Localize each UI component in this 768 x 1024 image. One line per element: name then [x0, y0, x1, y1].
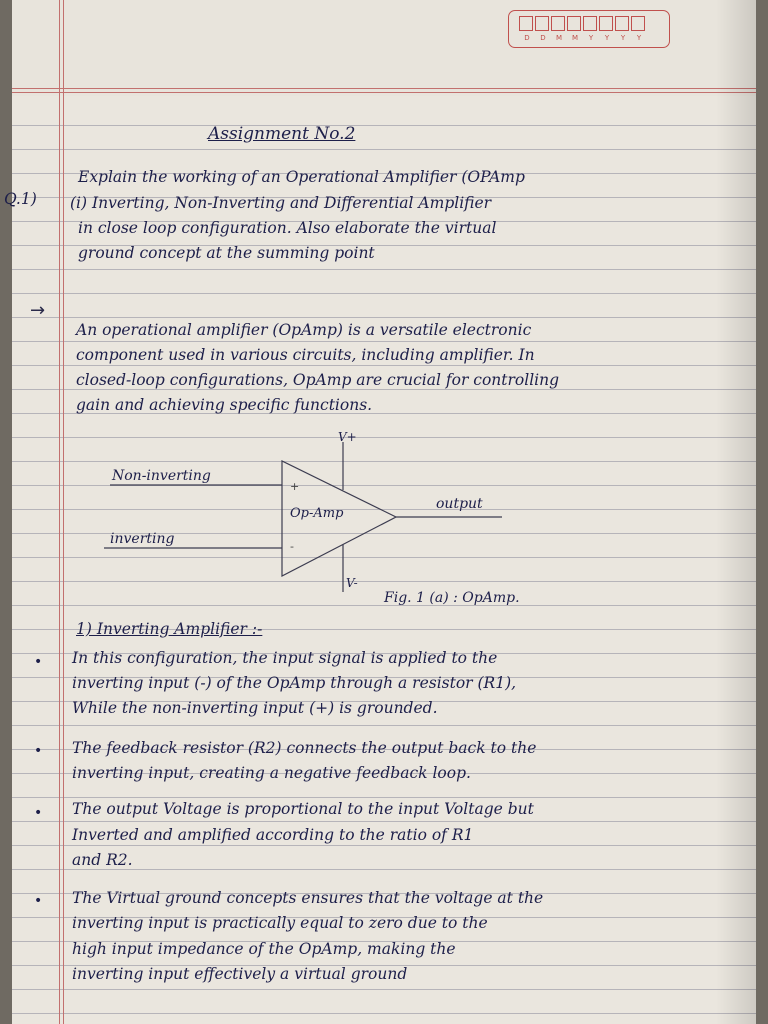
answer-intro-line: An operational amplifier (OpAmp) is a versatile electronic — [76, 321, 532, 339]
bullet-line: While the non-inverting input (+) is grounded. — [72, 699, 438, 717]
bullet-line: high input impedance of the OpAmp, making the — [72, 940, 456, 958]
bullet-line: and R2. — [72, 851, 133, 869]
output-label: output — [436, 496, 483, 512]
bullet-line: The Virtual ground concepts ensures that the voltage at the — [72, 889, 544, 907]
bullet-line: inverting input effectively a virtual ground — [72, 965, 408, 983]
question-line: Explain the working of an Operational Amplifier (OPAmp — [78, 168, 525, 186]
answer-intro-line: component used in various circuits, including amplifier. In — [76, 346, 535, 364]
bullet-line: inverting input is practically equal to zero due to the — [72, 914, 488, 932]
question-line: (i) Inverting, Non-Inverting and Differential Amplifier — [70, 194, 492, 212]
date-letter: M — [555, 34, 563, 42]
section-heading: 1) Inverting Amplifier :- — [76, 620, 263, 638]
bullet-dot: • — [34, 805, 43, 821]
bullet-line: The output Voltage is proportional to the input Voltage but — [72, 800, 534, 818]
bullet-dot: • — [34, 893, 43, 909]
answer-intro-line: gain and achieving specific functions. — [76, 396, 373, 414]
date-letter: Y — [604, 34, 610, 42]
bullet-dot: • — [34, 743, 43, 759]
figure-caption: Fig. 1 (a) : OpAmp. — [384, 590, 520, 606]
question-line: ground concept at the summing point — [78, 244, 375, 262]
date-letter: Y — [636, 34, 642, 42]
date-letter: D — [540, 34, 546, 42]
bullet-line: inverting input, creating a negative feedback loop. — [72, 764, 471, 782]
minus-sign: - — [290, 540, 294, 553]
question-line: in close loop configuration. Also elaborate the virtual — [78, 219, 497, 237]
non-inverting-label: Non-inverting — [112, 468, 211, 484]
opamp-body-label: Op-Amp — [290, 506, 344, 521]
plus-sign: + — [290, 480, 300, 493]
bullet-line: In this configuration, the input signal is applied to the — [72, 649, 498, 667]
bullet-line: Inverted and amplified according to the ratio of R1 — [72, 826, 474, 844]
inverting-label: inverting — [110, 531, 175, 547]
date-letter: Y — [620, 34, 626, 42]
bullet-line: inverting input (-) of the OpAmp through a resistor (R1), — [72, 674, 517, 692]
bullet-line: The feedback resistor (R2) connects the output back to the — [72, 739, 537, 757]
bullet-dot: • — [34, 654, 43, 670]
answer-intro-line: closed-loop configurations, OpAmp are crucial for controlling — [76, 371, 560, 389]
date-letter: Y — [588, 34, 594, 42]
supply-negative-label: V- — [346, 576, 358, 590]
notebook-page — [4, 0, 756, 1024]
date-letter: D — [524, 34, 530, 42]
date-letter: M — [571, 34, 579, 42]
supply-positive-label: V+ — [338, 430, 357, 444]
question-label: Q.1) — [4, 190, 37, 208]
assignment-title: Assignment No.2 — [208, 124, 356, 144]
arrow-icon: → — [30, 300, 46, 321]
